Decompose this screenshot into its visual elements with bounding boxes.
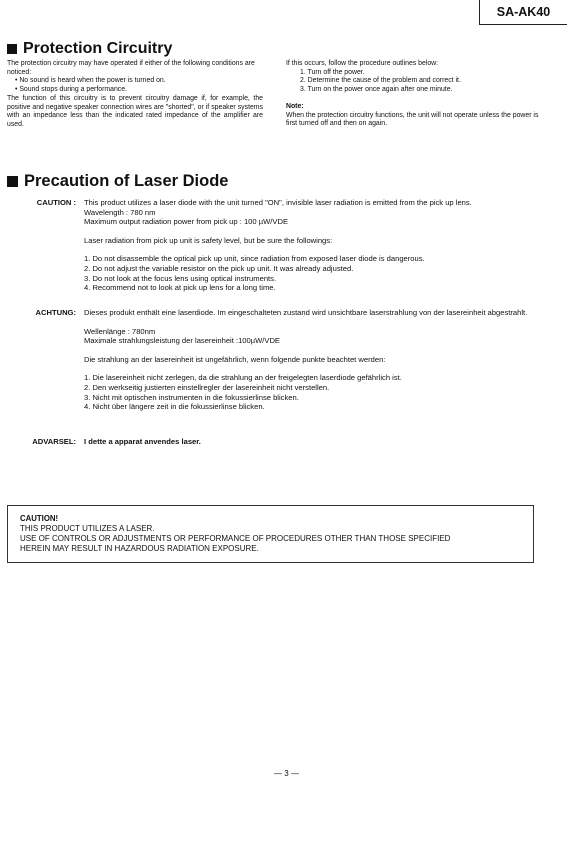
achtung-item: 3. Nicht mit optischen instrumenten in die fokussierlinse blicken. xyxy=(84,392,299,402)
caution-box-line: THIS PRODUCT UTILIZES A LASER. xyxy=(20,524,155,533)
advarsel-section xyxy=(12,437,532,447)
caution-item: 3. Do not look at the focus lens using optical instruments. xyxy=(84,273,277,283)
model-number: SA-AK40 xyxy=(479,0,567,25)
note-title: Note: xyxy=(286,102,304,110)
achtung-item: 4. Nicht über längere zeit in die fokussierlinse blicken. xyxy=(84,402,265,412)
caution-item: 1. Do not disassemble the optical pick up unit, since radiation from exposed laser diode is dangerous. xyxy=(84,254,425,264)
caution-box-title: CAUTION! xyxy=(20,514,59,523)
caution-text: This product utilizes a laser diode with the unit turned "ON", invisible laser radiation is emitted from the pick up lens. xyxy=(84,198,472,207)
achtung-item: 2. Den werkseitig justierten einstellregler der lasereinheit nicht verstellen. xyxy=(84,382,330,392)
protection-bullet: • No sound is heard when the power is turned on. xyxy=(15,77,166,85)
caution-box-line: HEREIN MAY RESULT IN HAZARDOUS RADIATION EXPOSURE. xyxy=(20,544,259,553)
laser-heading xyxy=(7,172,228,191)
protection-title: Protection Circuitry xyxy=(23,40,173,57)
achtung-text: Dieses produkt enthält eine laserdiode. Im eingeschalteten zustand wird unsichtbare laserstrahlung von der lasereinheit abgestrahlt. xyxy=(84,308,528,317)
procedure-intro: If this occurs, follow the procedure outlines below: xyxy=(286,60,439,67)
advarsel-label: ADVARSEL: xyxy=(32,437,76,446)
caution-label: CAUTION : xyxy=(36,198,76,207)
laser-title: Precaution of Laser Diode xyxy=(24,172,229,190)
procedure-step: 2. Determine the cause of the problem and correct it. xyxy=(300,77,461,85)
protection-bullet: • Sound stops during a performance. xyxy=(15,86,127,94)
protection-function-text: The function of this circuitry is to prevent circuitry damage if, for example, the positive and negative speaker connection wires are "shorted", or if speaker systems with an impedance less than the indicated rated impedance of the amplifier are used. xyxy=(7,94,263,128)
caution-box-line: USE OF CONTROLS OR ADJUSTMENTS OR PERFORMANCE OF PROCEDURES OTHER THAN THOSE SPECIFIED xyxy=(20,534,451,543)
protection-intro: The protection circuitry may have operated if either of the following conditions are noticed: xyxy=(7,60,255,76)
procedure-step: 1. Turn off the power. xyxy=(300,68,365,76)
caution-max-power: Maximum output radiation power from pick up : 100 µW/VDE xyxy=(84,217,289,227)
caution-safety: Laser radiation from pick up unit is safety level, but be sure the followings: xyxy=(84,235,333,245)
procedure-step: 3. Turn on the power once again after one minute. xyxy=(300,86,453,94)
laser-caution-box xyxy=(7,505,534,563)
protection-left-column xyxy=(7,60,263,130)
caution-section xyxy=(12,198,532,293)
page-number: — 3 — xyxy=(274,769,299,778)
square-bullet-icon xyxy=(7,176,18,187)
achtung-item: 1. Die lasereinheit nicht zerlegen, da die strahlung an der freigelegten laserdiode gefährlich ist. xyxy=(84,373,402,383)
achtung-wavelength: Wellenlänge : 780nm xyxy=(84,326,156,336)
achtung-max-power: Maximale strahlungsleistung der lasereinheit :100µW/VDE xyxy=(84,336,280,346)
achtung-section xyxy=(12,308,532,412)
achtung-safety: Die strahlung an der lasereinheit ist ungefährlich, wenn folgende punkte beachtet werden: xyxy=(84,354,386,364)
achtung-label: ACHTUNG: xyxy=(35,308,76,317)
caution-wavelength: Wavelength : 780 nm xyxy=(84,207,156,217)
caution-item: 4. Recommend not to look at pick up lens for a long time. xyxy=(84,283,276,293)
square-bullet-icon xyxy=(7,44,17,54)
protection-right-column xyxy=(286,60,546,129)
protection-heading xyxy=(7,40,172,58)
advarsel-text: I dette a apparat anvendes laser. xyxy=(84,437,201,446)
caution-item: 2. Do not adjust the variable resistor on the pick up unit. It was already adjusted. xyxy=(84,263,354,273)
note-text: When the protection circuitry functions, the unit will not operate unless the power is first turned off and then on again. xyxy=(286,111,539,128)
